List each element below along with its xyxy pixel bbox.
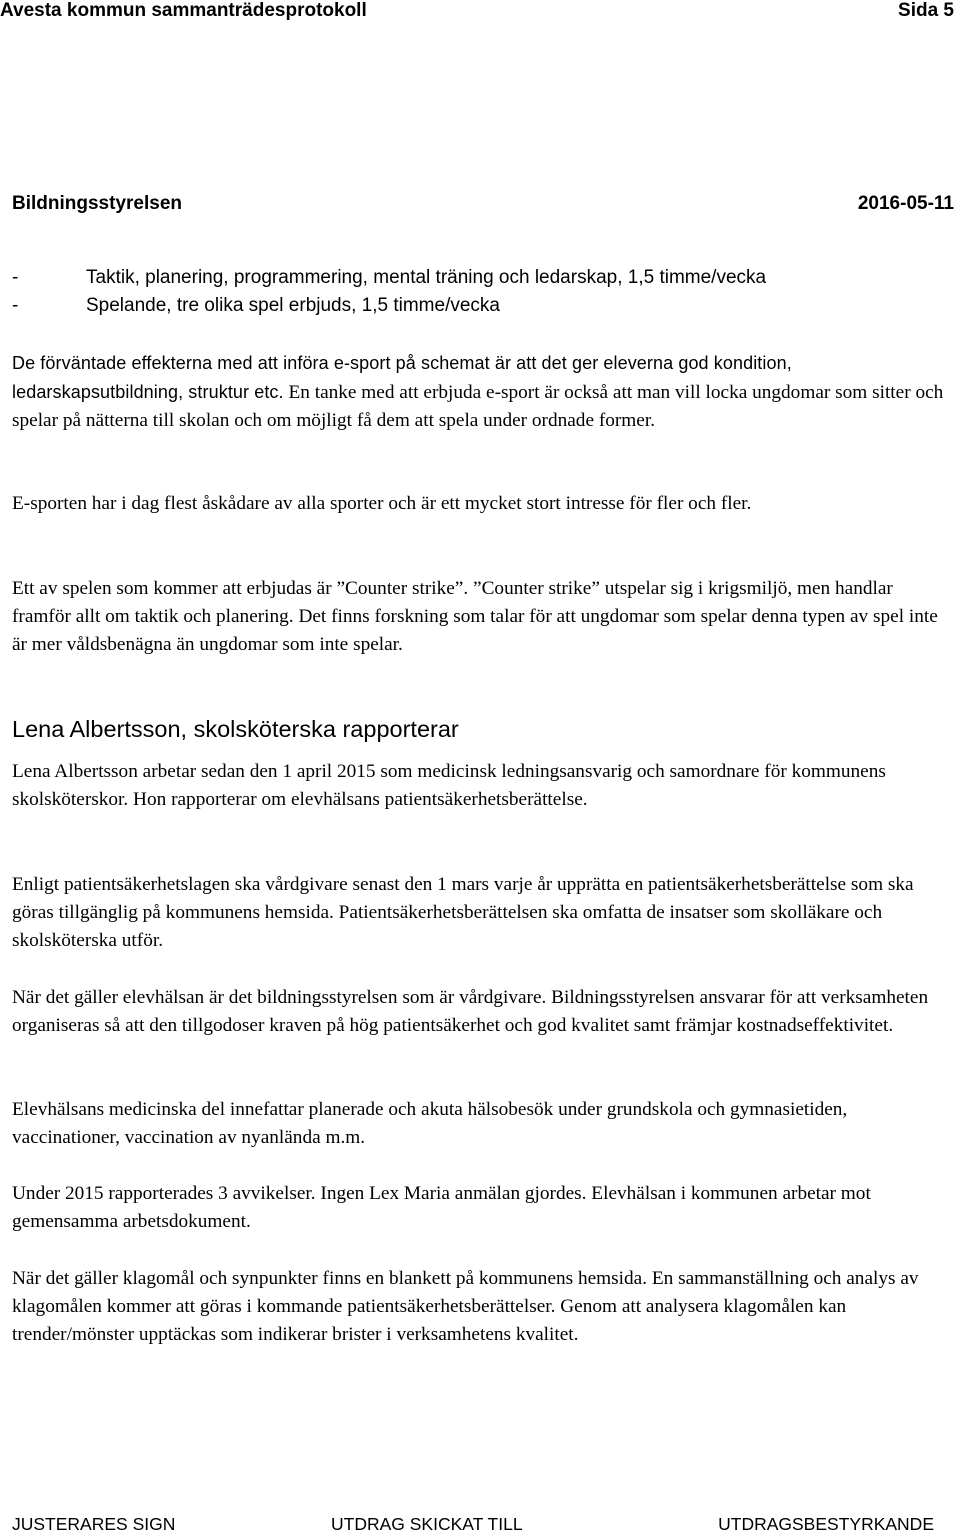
paragraph-serif-part: En tanke med att erbjuda e-sport är också att man vill locka ungdomar som sitter och spelar på nätterna till skolan och om möjligt få dem att spela under ordnade former. <box>12 382 944 432</box>
bullet-dash: - <box>12 267 19 288</box>
document-title: Avesta kommun sammanträdesprotokoll <box>0 0 367 21</box>
paragraph-esport-effects <box>12 349 956 436</box>
paragraph: Elevhälsans medicinska del innefattar planerade och akuta hälsobesök under grundskola och gymnasietiden, vaccinationer, vaccination av nyanlända m.m. <box>12 1099 848 1149</box>
list-item <box>12 295 500 317</box>
paragraph-esport-audience: E-sporten har i dag flest åskådare av alla sporter och är ett mycket stort intresse för fler och fler. <box>12 493 752 514</box>
bullet-dash: - <box>12 295 19 316</box>
paragraph: När det gäller klagomål och synpunkter finns en blankett på kommunens hemsida. En sammanställning och analys av klagomålen kommer att göras i kommande patientsäkerhetsberättelser. Genom att analysera klagomålen kan trender/mönster upptäckas som indikerar brister i verksamhetens kvalitet. <box>12 1268 919 1346</box>
section-heading: Lena Albertsson, skolsköterska rapporterar <box>12 716 459 742</box>
paragraph: Lena Albertsson arbetar sedan den 1 april 2015 som medicinsk ledningsansvarig och samordnare för kommunens skolsköterskor. Hon rapporterar om elevhälsans patientsäkerhetsberättelse. <box>12 761 886 811</box>
paragraph: Under 2015 rapporterades 3 avvikelser. Ingen Lex Maria anmälan gjordes. Elevhälsan i kommunen arbetar mot gemensamma arbetsdokument. <box>12 1183 871 1233</box>
footer-certify: UTDRAGSBESTYRKANDE <box>718 1514 934 1534</box>
paragraph-sans-part: De förväntade effekterna med att införa e-sport på schemat är att det ger eleverna god kondition, ledarskapsutbildning, struktur etc. <box>12 353 792 403</box>
page-number: Sida 5 <box>898 0 954 21</box>
paragraph: Enligt patientsäkerhetslagen ska vårdgivare senast den 1 mars varje år upprätta en patientsäkerhetsberättelse som ska göras tillgänglig på kommunens hemsida. Patientsäkerhetsberättelsen ska omfatta de insatser som skolläkare och skolsköterska utför. <box>12 874 914 952</box>
paragraph: När det gäller elevhälsan är det bildningsstyrelsen som är vårdgivare. Bildningsstyrelsen ansvarar för att verksamheten organiseras så att den tillgodoser kraven på hög patientsäkerhet och god kvalitet samt främjar kostnadseffektivitet. <box>12 987 929 1037</box>
meeting-date: 2016-05-11 <box>857 193 954 214</box>
list-item-text: Taktik, planering, programmering, mental träning och ledarskap, 1,5 timme/vecka <box>86 267 767 288</box>
list-item <box>12 267 766 289</box>
paragraph-counter-strike: Ett av spelen som kommer att erbjudas är ”Counter strike”. ”Counter strike” utspelar sig i krigsmiljö, men handlar framför allt om taktik och planering. Det finns forskning som talar för att ungdomar som spelar denna typen av spel inte är mer våldsbenägna än ungdomar som inte spelar. <box>12 578 938 656</box>
board-name: Bildningsstyrelsen <box>12 193 182 214</box>
footer-sign: JUSTERARES SIGN <box>12 1514 176 1534</box>
footer-extract: UTDRAG SKICKAT TILL <box>331 1514 523 1534</box>
list-item-text: Spelande, tre olika spel erbjuds, 1,5 timme/vecka <box>86 295 500 316</box>
